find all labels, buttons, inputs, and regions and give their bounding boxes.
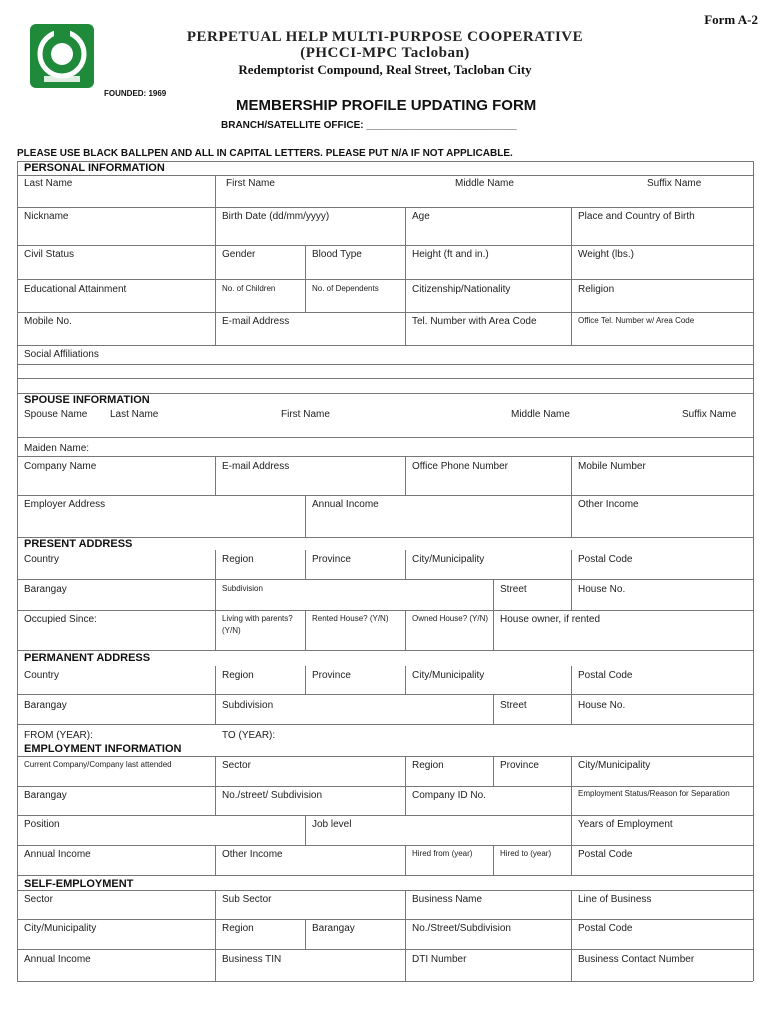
employment-province-field[interactable]: Province	[500, 760, 539, 771]
self-annual-income-field[interactable]: Annual Income	[24, 954, 91, 965]
birth-date-field[interactable]: Birth Date (dd/mm/yyyy)	[222, 211, 330, 222]
last-name-field[interactable]: Last Name	[24, 178, 73, 189]
instructions: PLEASE USE BLACK BALLPEN AND ALL IN CAPITAL LETTERS. PLEASE PUT N/A IF NOT APPLICABLE.	[17, 148, 513, 159]
tel-field[interactable]: Tel. Number with Area Code	[412, 316, 537, 327]
present-postal-field[interactable]: Postal Code	[578, 554, 633, 565]
hired-from-field[interactable]: Hired from (year)	[412, 849, 473, 858]
gender-field[interactable]: Gender	[222, 249, 256, 260]
permanent-house-no-field[interactable]: House No.	[578, 700, 626, 711]
owned-house-field[interactable]: Owned House? (Y/N)	[412, 614, 489, 623]
employer-address-field[interactable]: Employer Address	[24, 499, 106, 510]
business-name-field[interactable]: Business Name	[412, 894, 483, 905]
self-city-field[interactable]: City/Municipality	[24, 923, 97, 934]
blood-type-field[interactable]: Blood Type	[312, 249, 362, 260]
self-sector-field[interactable]: Sector	[24, 894, 53, 905]
business-tin-field[interactable]: Business TIN	[222, 954, 282, 965]
email-field[interactable]: E-mail Address	[222, 316, 290, 327]
org-name: PERPETUAL HELP MULTI-PURPOSE COOPERATIVE	[186, 29, 584, 45]
personal-heading: PERSONAL INFORMATION	[24, 162, 165, 174]
mobile-field[interactable]: Mobile No.	[24, 316, 72, 327]
occupied-since-field[interactable]: Occupied Since:	[24, 614, 97, 625]
spouse-annual-income-field[interactable]: Annual Income	[312, 499, 379, 510]
self-barangay-field[interactable]: Barangay	[312, 923, 355, 934]
children-field[interactable]: No. of Children	[222, 284, 276, 293]
form-title: MEMBERSHIP PROFILE UPDATING FORM	[236, 97, 537, 114]
company-id-field[interactable]: Company ID No.	[412, 790, 486, 801]
office-tel-field[interactable]: Office Tel. Number w/ Area Code	[578, 316, 695, 325]
present-city-field[interactable]: City/Municipality	[412, 554, 485, 565]
age-field[interactable]: Age	[412, 211, 430, 222]
nickname-field[interactable]: Nickname	[24, 211, 69, 222]
job-level-field[interactable]: Job level	[312, 819, 352, 830]
position-field[interactable]: Position	[24, 819, 60, 830]
spouse-name-label: Spouse Name	[24, 409, 88, 420]
self-region-field[interactable]: Region	[222, 923, 254, 934]
employment-heading: EMPLOYMENT INFORMATION	[24, 743, 182, 755]
employment-sector-field[interactable]: Sector	[222, 760, 251, 771]
present-region-field[interactable]: Region	[222, 554, 254, 565]
dependents-field[interactable]: No. of Dependents	[312, 284, 379, 293]
spouse-company-field[interactable]: Company Name	[24, 461, 97, 472]
suffix-name-field[interactable]: Suffix Name	[647, 178, 702, 189]
line-of-business-field[interactable]: Line of Business	[578, 894, 652, 905]
permanent-street-field[interactable]: Street	[500, 700, 527, 711]
permanent-address-heading: PERMANENT ADDRESS	[24, 652, 151, 664]
maiden-name-field[interactable]: Maiden Name:	[24, 443, 90, 454]
weight-field[interactable]: Weight (lbs.)	[578, 249, 634, 260]
permanent-barangay-field[interactable]: Barangay	[24, 700, 67, 711]
employment-annual-income-field[interactable]: Annual Income	[24, 849, 91, 860]
permanent-region-field[interactable]: Region	[222, 670, 254, 681]
employment-status-field[interactable]: Employment Status/Reason for Separation	[578, 789, 730, 798]
dti-number-field[interactable]: DTI Number	[412, 954, 467, 965]
education-field[interactable]: Educational Attainment	[24, 284, 127, 295]
employment-city-field[interactable]: City/Municipality	[578, 760, 651, 771]
first-name-field[interactable]: First Name	[226, 178, 275, 189]
spouse-office-phone-field[interactable]: Office Phone Number	[412, 461, 508, 472]
spouse-last-name-field[interactable]: Last Name	[110, 409, 159, 420]
height-field[interactable]: Height (ft and in.)	[412, 249, 489, 260]
present-street-field[interactable]: Street	[500, 584, 527, 595]
form-code: Form A-2	[704, 12, 758, 27]
middle-name-field[interactable]: Middle Name	[455, 178, 514, 189]
from-year-field[interactable]: FROM (YEAR):	[24, 730, 93, 741]
spouse-email-field[interactable]: E-mail Address	[222, 461, 290, 472]
employment-postal-field[interactable]: Postal Code	[578, 849, 633, 860]
org-abbrev: (PHCCI-MPC Tacloban)	[300, 45, 470, 61]
self-postal-field[interactable]: Postal Code	[578, 923, 633, 934]
present-house-no-field[interactable]: House No.	[578, 584, 626, 595]
permanent-subdivision-field[interactable]: Subdivision	[222, 700, 274, 711]
civil-status-field[interactable]: Civil Status	[24, 249, 75, 260]
present-address-heading: PRESENT ADDRESS	[24, 538, 133, 550]
employment-other-income-field[interactable]: Other Income	[222, 849, 283, 860]
branch-field[interactable]: BRANCH/SATELLITE OFFICE: ___________________________	[221, 120, 517, 131]
self-employment-heading: SELF-EMPLOYMENT	[24, 878, 134, 890]
permanent-postal-field[interactable]: Postal Code	[578, 670, 633, 681]
spouse-heading: SPOUSE INFORMATION	[24, 394, 150, 406]
house-owner-field[interactable]: House owner, if rented	[500, 614, 601, 625]
spouse-mobile-field[interactable]: Mobile Number	[578, 461, 646, 472]
present-subdivision-field[interactable]: Subdivision	[222, 584, 263, 593]
social-affiliations-field[interactable]: Social Affiliations	[24, 349, 99, 360]
employment-barangay-field[interactable]: Barangay	[24, 790, 67, 801]
sub-sector-field[interactable]: Sub Sector	[222, 894, 272, 905]
employment-company-field[interactable]: Current Company/Company last attended	[24, 760, 172, 769]
business-contact-field[interactable]: Business Contact Number	[578, 954, 695, 965]
spouse-middle-name-field[interactable]: Middle Name	[511, 409, 570, 420]
spouse-first-name-field[interactable]: First Name	[281, 409, 330, 420]
rented-house-field[interactable]: Rented House? (Y/N)	[312, 614, 389, 623]
employment-region-field[interactable]: Region	[412, 760, 444, 771]
birth-place-field[interactable]: Place and Country of Birth	[578, 211, 695, 222]
spouse-other-income-field[interactable]: Other Income	[578, 499, 639, 510]
living-with-parents-field[interactable]: Living with parents? (Y/N)	[222, 614, 293, 635]
hired-to-field[interactable]: Hired to (year)	[500, 849, 552, 858]
years-employment-field[interactable]: Years of Employment	[578, 819, 673, 830]
self-street-field[interactable]: No./Street/Subdivision	[412, 923, 511, 934]
citizenship-field[interactable]: Citizenship/Nationality	[412, 284, 511, 295]
spouse-suffix-field[interactable]: Suffix Name	[682, 409, 737, 420]
founded: FOUNDED: 1969	[104, 89, 167, 98]
permanent-country-field[interactable]: Country	[24, 670, 60, 681]
employment-street-field[interactable]: No./street/ Subdivision	[222, 790, 323, 801]
present-barangay-field[interactable]: Barangay	[24, 584, 67, 595]
religion-field[interactable]: Religion	[578, 284, 615, 295]
permanent-province-field[interactable]: Province	[312, 670, 351, 681]
to-year-field[interactable]: TO (YEAR):	[222, 730, 276, 741]
permanent-city-field[interactable]: City/Municipality	[412, 670, 485, 681]
present-country-field[interactable]: Country	[24, 554, 60, 565]
present-province-field[interactable]: Province	[312, 554, 351, 565]
org-address: Redemptorist Compound, Real Street, Tacloban City	[238, 62, 532, 77]
